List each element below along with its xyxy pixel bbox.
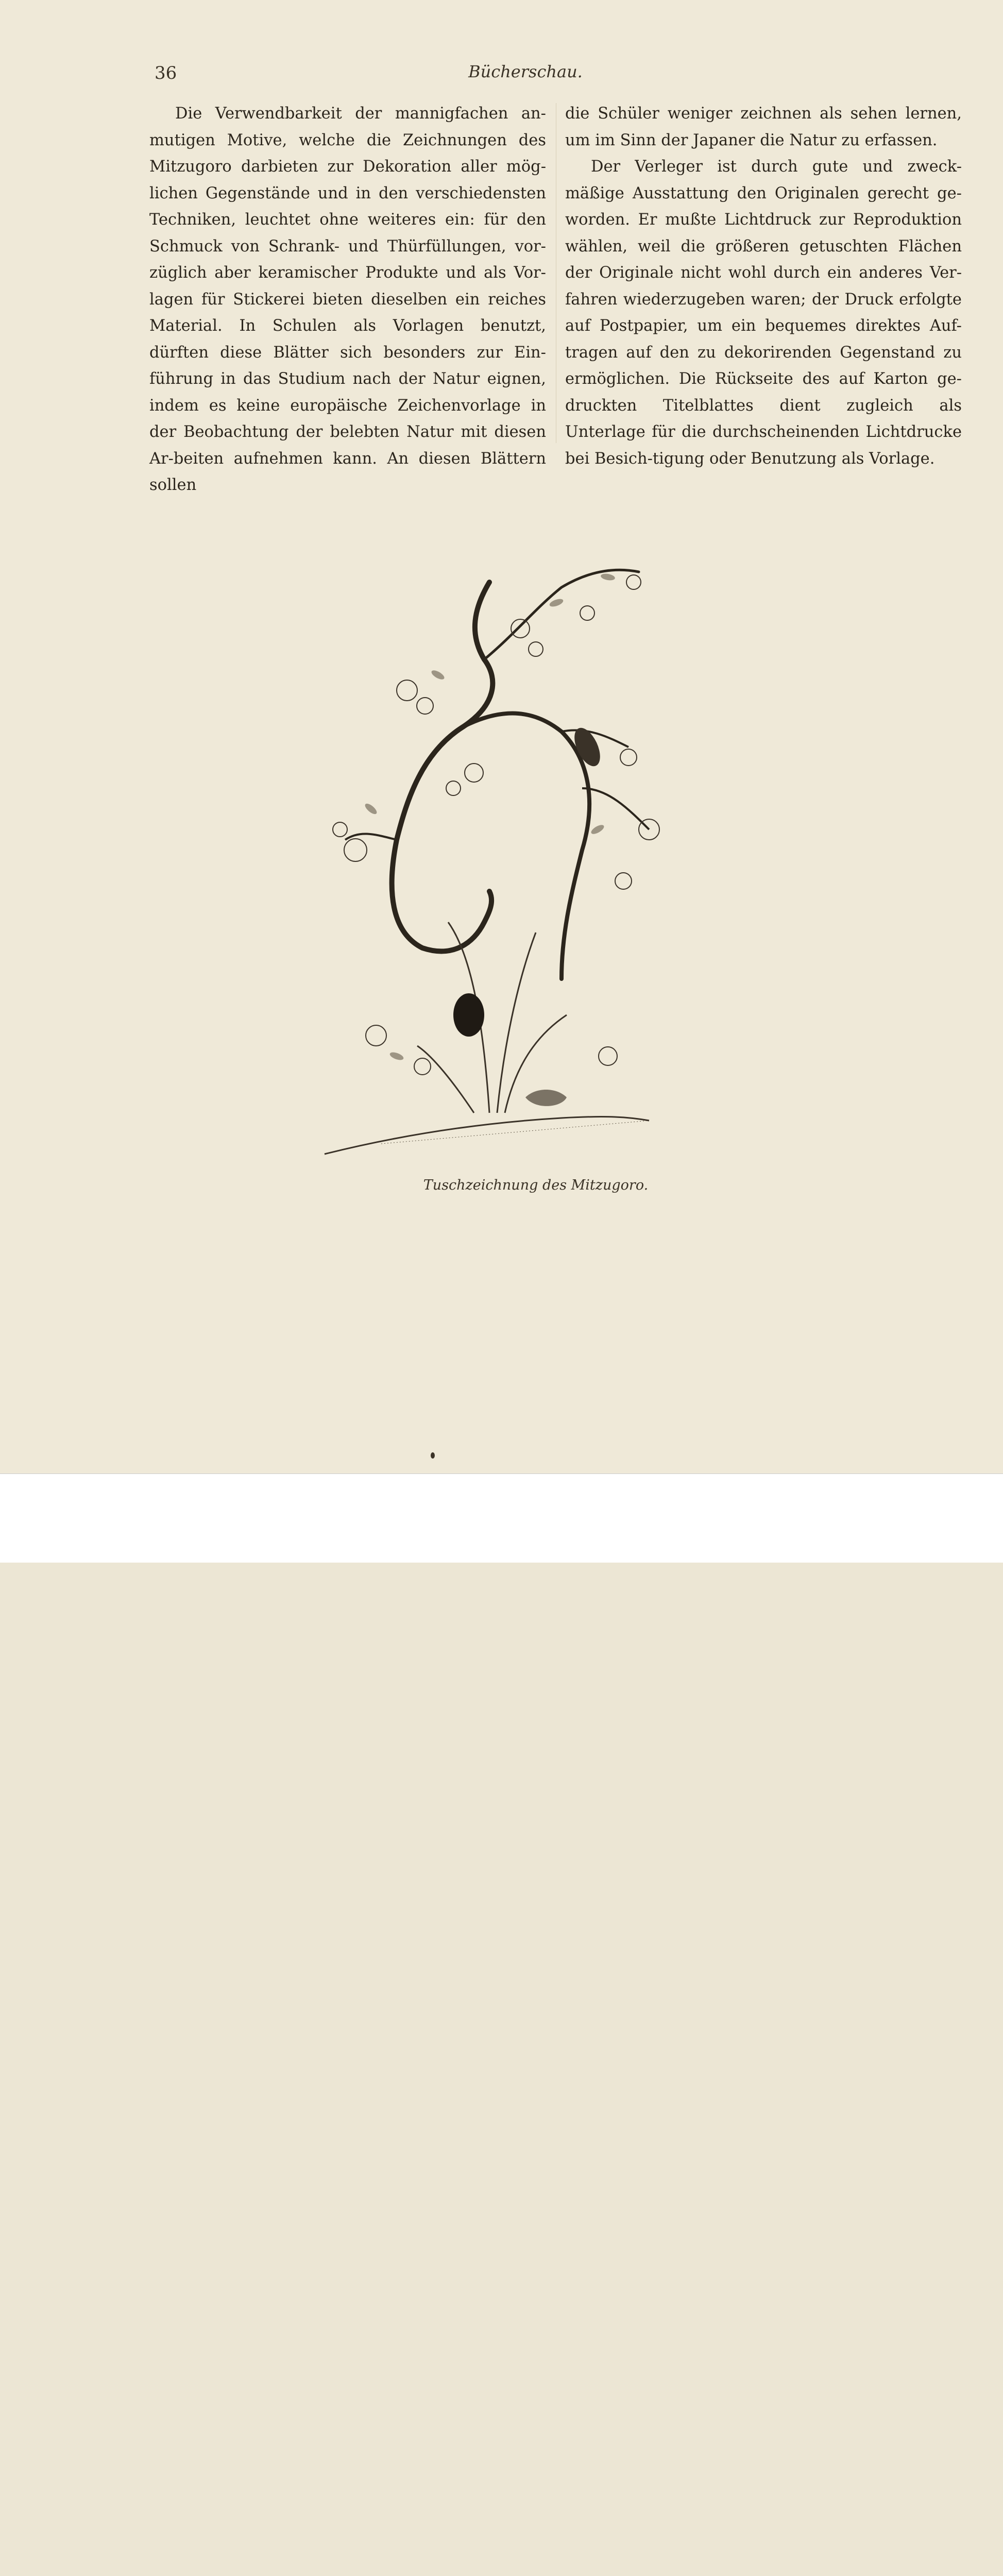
ground-shading [381,1121,649,1144]
ink-dot [431,1452,435,1459]
footer-bar [0,1473,1003,1563]
figure-caption: Tuschzeichnung des Mitzugoro. [423,1177,649,1193]
branch-upper [484,570,639,659]
right-paragraph-2: Der Verleger ist durch gute und zweck-mäßige Ausstattung den Originalen gerecht ge-worden. Er mußte Lichtdruck zur Reproduktion wählen, weil die größeren getuschten Flächen der Originale nicht wohl durch ein anderes Ver-fahren wiederzugeben waren; der Druck erfolgte auf Postpapier, um ein bequemes direktes Auf-tragen auf den zu dekorirenden Gegenstand zu ermöglichen. Die Rückseite des auf Karton ge-druckten Titelblattes dient zugleich als Unterlage für die durchscheinenden Lichtdrucke bei Besich-tigung oder Benutzung als Vorlage. [565,158,962,468]
page-number: 36 [155,63,177,83]
ground-line [325,1117,649,1154]
branch-arch [464,714,589,979]
left-paragraph-1: Die Verwendbarkeit der mannigfachen an-mutigen Motive, welche die Zeichnungen des Mitzugoro darbieten zur Dekoration aller mög-lichen Gegenstände und in den verschiedensten Techniken, leuchtet ohne weiteres ein: für den Schmuck von Schrank- und Thürfüllungen, vor-züglich aber keramischer Produkte und als Vor-lagen für Stickerei bieten dieselben ein reiches Material. In Schulen als Vorlagen benutzt, dürften diese Blätter sich besonders zur Ein-führung in das Studium nach der Natur eignen, indem es keine europäische Zeichenvorlage in der Beobachtung der belebten Natur mit diesen Ar-beiten aufnehmen kann. An diesen Blättern sollen [149,105,546,494]
branch-main [392,582,493,951]
rock [525,1090,567,1106]
running-head: Bücherschau. [468,62,583,81]
right-paragraph-1: die Schüler weniger zeichnen als sehen lernen, um im Sinn der Japaner die Natur zu erfassen. [565,105,962,149]
left-column [149,100,546,499]
branch-twig-3 [582,788,649,829]
beetle-body [453,993,484,1037]
right-column [565,100,962,472]
ink-drawing-illustration [319,520,721,1170]
